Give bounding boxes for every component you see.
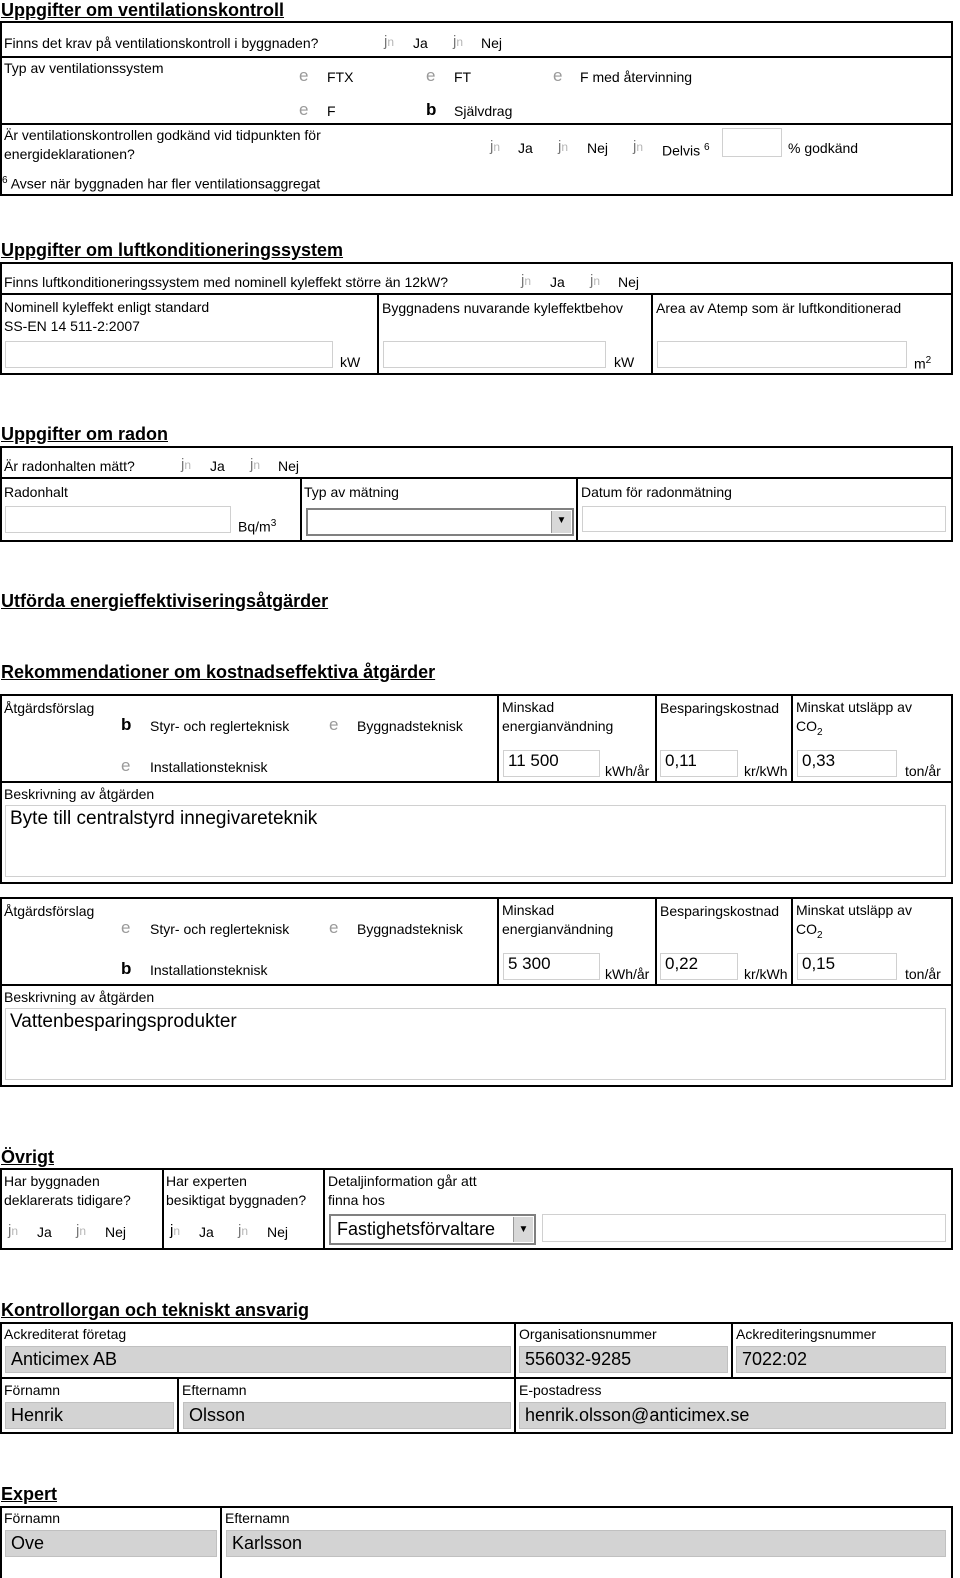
measure-1-building-label: Byggnadsteknisk — [357, 718, 463, 734]
measure-2-desc-label: Beskrivning av åtgärden — [4, 989, 155, 1005]
company-input[interactable]: Anticimex AB — [5, 1346, 511, 1373]
measure-2-building-label: Byggnadsteknisk — [357, 921, 463, 937]
vent-approved-yes-radio[interactable]: jn — [490, 138, 501, 155]
measure-1-building-checkbox[interactable]: e — [329, 715, 339, 734]
measure-2-desc-textarea[interactable]: Vattenbesparingsprodukter — [5, 1008, 946, 1080]
other-detail-select-value: Fastighetsförvaltare — [337, 1219, 496, 1239]
radon-measure-type-label: Typ av mätning — [304, 484, 399, 500]
vent-type-f-checkbox[interactable]: e — [299, 100, 309, 119]
measure-1-installation-checkbox[interactable]: e — [121, 756, 131, 775]
last-name-input[interactable]: Olsson — [183, 1402, 511, 1429]
vent-approved-question: Är ventilationskontrollen godkänd vid tidpunkten för energideklarationen? — [4, 127, 321, 162]
recommendations-title: Rekommendationer om kostnadseffektiva åtgärder — [1, 662, 436, 682]
expert-first-name-input[interactable]: Ove — [5, 1530, 217, 1557]
other-section-title: Övrigt — [1, 1147, 55, 1167]
first-name-label: Förnamn — [4, 1382, 61, 1398]
vent-req-yes-label: Ja — [413, 35, 428, 51]
divider — [377, 293, 379, 375]
vent-type-f-recovery-checkbox[interactable]: e — [553, 66, 563, 85]
divider — [514, 1322, 516, 1434]
measure-2-energy-input[interactable]: 5 300 — [503, 953, 600, 980]
other-declared-yes-label: Ja — [37, 1224, 52, 1240]
radon-level-unit: $Bq/m^3$ — [238, 518, 277, 535]
radon-yes-radio[interactable]: jn — [181, 456, 192, 473]
measure-2-building-checkbox[interactable]: e — [329, 918, 339, 937]
other-declared-before-label: Har byggnaden deklarerats tidigare? — [4, 1173, 131, 1208]
radon-yes-label: Ja — [210, 458, 225, 474]
divider — [0, 781, 953, 783]
other-inspected-yes-radio[interactable]: jn — [170, 1222, 181, 1239]
chevron-down-icon[interactable]: ▼ — [551, 511, 571, 533]
measure-1-desc-textarea[interactable]: Byte till centralstyrd innegivareteknik — [5, 805, 946, 877]
email-input[interactable]: henrik.olsson@anticimex.se — [519, 1402, 946, 1429]
radon-question: Är radonhalten mätt? — [4, 458, 135, 474]
measure-2-energy-unit: kWh/år — [605, 966, 650, 982]
control-section-title: Kontrollorgan och tekniskt ansvarig — [1, 1300, 310, 1320]
radon-date-label: Datum för radonmätning — [581, 484, 732, 500]
divider — [655, 897, 657, 984]
divider — [497, 897, 499, 984]
measure-2-label: Åtgärdsförslag — [4, 903, 95, 919]
measure-2-control-label: Styr- och reglerteknisk — [150, 921, 290, 937]
vent-type-ft-checkbox[interactable]: e — [426, 66, 436, 85]
measure-2-co2-unit: ton/år — [905, 966, 941, 982]
radon-measure-type-select[interactable] — [306, 508, 574, 536]
ac-section-title: Uppgifter om luftkonditioneringssystem — [1, 240, 344, 260]
ac-current-demand-unit: kW — [614, 354, 635, 370]
ac-nominal-label: Nominell kyleffekt enligt standard SS-EN 14 511-2:2007 — [4, 299, 210, 334]
expert-first-name-label: Förnamn — [4, 1510, 61, 1526]
measure-1-cost-unit: kr/kWh — [744, 763, 788, 779]
vent-approved-no-label: Nej — [587, 140, 609, 156]
measure-2-co2-input[interactable]: 0,15 — [797, 953, 897, 980]
measure-1-co2-unit: ton/år — [905, 763, 941, 779]
accreditation-number-label: Ackrediteringsnummer — [736, 1326, 877, 1342]
vent-type-ft-label: FT — [454, 69, 472, 85]
measure-1-energy-unit: kWh/år — [605, 763, 650, 779]
ac-area-label: Area av Atemp som är luftkonditionerad — [656, 300, 902, 316]
measure-1-installation-label: Installationsteknisk — [150, 759, 268, 775]
divider — [731, 1322, 733, 1377]
divider — [651, 293, 653, 375]
measure-1-cost-input[interactable]: 0,11 — [660, 750, 738, 777]
measure-1-desc-label: Beskrivning av åtgärden — [4, 786, 155, 802]
vent-approved-no-radio[interactable]: jn — [558, 138, 569, 155]
other-declared-yes-radio[interactable]: jn — [8, 1222, 19, 1239]
divider — [791, 897, 793, 984]
radon-level-label: Radonhalt — [4, 484, 68, 500]
other-inspected-no-label: Nej — [267, 1224, 289, 1240]
ac-no-label: Nej — [618, 274, 640, 290]
measure-1-control-label: Styr- och reglerteknisk — [150, 718, 290, 734]
divider — [300, 477, 302, 542]
chevron-down-icon[interactable]: ▼ — [513, 1217, 533, 1242]
vent-approved-partly-label: Delvis $^6$ — [662, 142, 710, 159]
divider — [497, 694, 499, 781]
radon-date-input[interactable] — [582, 506, 946, 532]
org-number-input[interactable]: 556032-9285 — [519, 1346, 728, 1373]
radon-no-radio[interactable]: jn — [250, 456, 261, 473]
radon-section-title: Uppgifter om radon — [1, 424, 168, 444]
measure-1-energy-input[interactable]: 11 500 — [503, 750, 600, 777]
other-inspected-no-radio[interactable]: jn — [238, 1222, 249, 1239]
vent-percent-label: % godkänd — [788, 140, 859, 156]
measure-1-co2-input[interactable]: 0,33 — [797, 750, 897, 777]
divider — [323, 1168, 325, 1250]
measure-1-cost-label: Besparingskostnad — [660, 700, 780, 716]
ventilation-section-title: Uppgifter om ventilationskontroll — [1, 0, 285, 20]
measure-2-cost-unit: kr/kWh — [744, 966, 788, 982]
measure-1-energy-label: Minskad energianvändning — [502, 699, 614, 734]
other-inspected-yes-label: Ja — [199, 1224, 214, 1240]
measure-2-control-checkbox[interactable]: e — [121, 918, 131, 937]
measure-1-co2-label: Minskat utsläpp av $CO_2$ — [796, 699, 912, 738]
measure-1-control-checkbox[interactable]: b — [121, 715, 132, 734]
vent-type-f-label: F — [327, 103, 336, 119]
radon-no-label: Nej — [278, 458, 300, 474]
vent-approved-partly-radio[interactable]: jn — [633, 138, 644, 155]
vent-type-ftx-checkbox[interactable]: e — [299, 66, 309, 85]
last-name-label: Efternamn — [182, 1382, 247, 1398]
vent-type-natural-checkbox[interactable]: b — [426, 100, 437, 119]
ac-area-unit: $m^2$ — [914, 355, 932, 372]
ac-current-demand-label: Byggnadens nuvarande kyleffektbehov — [382, 300, 624, 316]
divider — [576, 477, 578, 542]
vent-type-ftx-label: FTX — [327, 69, 354, 85]
divider — [0, 984, 953, 986]
radon-level-input[interactable] — [5, 506, 231, 533]
measure-2-installation-label: Installationsteknisk — [150, 962, 268, 978]
done-measures-title: Utförda energieffektiviseringsåtgärder — [1, 591, 329, 611]
vent-approved-percent-input[interactable] — [722, 128, 782, 157]
measure-2-energy-label: Minskad energianvändning — [502, 902, 614, 937]
other-declared-no-radio[interactable]: jn — [76, 1222, 87, 1239]
accreditation-number-input[interactable]: 7022:02 — [736, 1346, 946, 1373]
other-detail-text-input[interactable] — [542, 1214, 946, 1242]
vent-req-no-label: Nej — [481, 35, 503, 51]
ac-yes-radio[interactable]: jn — [521, 272, 532, 289]
expert-section-title: Expert — [1, 1484, 58, 1504]
org-number-label: Organisationsnummer — [519, 1326, 657, 1342]
vent-type-natural-label: Självdrag — [454, 103, 513, 119]
divider — [0, 1377, 953, 1379]
ac-nominal-input[interactable] — [5, 341, 333, 368]
vent-req-no-radio[interactable]: jn — [453, 33, 464, 50]
measure-2-installation-checkbox[interactable]: b — [121, 959, 132, 978]
ac-question: Finns luftkonditioneringssystem med nominell kyleffekt större än 12kW? — [4, 274, 449, 290]
ac-nominal-unit: kW — [340, 354, 361, 370]
ac-yes-label: Ja — [550, 274, 565, 290]
measure-2-cost-input[interactable]: 0,22 — [660, 953, 738, 980]
divider — [0, 123, 953, 125]
divider — [655, 694, 657, 781]
divider — [0, 477, 953, 479]
other-detail-select[interactable] — [329, 1214, 536, 1245]
vent-approved-yes-label: Ja — [518, 140, 533, 156]
ac-current-demand-input[interactable] — [383, 341, 606, 368]
measure-2-co2-label: Minskat utsläpp av $CO_2$ — [796, 902, 912, 941]
first-name-input[interactable]: Henrik — [5, 1402, 174, 1429]
divider — [220, 1506, 222, 1578]
other-detail-info-label: Detaljinformation går att finna hos — [328, 1173, 477, 1208]
divider — [0, 56, 953, 58]
vent-type-question: Typ av ventilationssystem — [4, 60, 164, 76]
vent-type-f-recovery-label: F med återvinning — [580, 69, 693, 85]
divider — [791, 694, 793, 781]
other-inspected-label: Har experten besiktigat byggnaden? — [166, 1173, 307, 1208]
expert-last-name-label: Efternamn — [225, 1510, 290, 1526]
vent-req-yes-radio[interactable]: jn — [384, 33, 395, 50]
divider — [0, 293, 953, 295]
measure-1-label: Åtgärdsförslag — [4, 700, 95, 716]
measure-2-cost-label: Besparingskostnad — [660, 903, 780, 919]
expert-last-name-input[interactable]: Karlsson — [226, 1530, 946, 1557]
ac-no-radio[interactable]: jn — [590, 272, 601, 289]
ac-area-input[interactable] — [657, 341, 907, 368]
company-label: Ackrediterat företag — [4, 1326, 127, 1342]
other-declared-no-label: Nej — [105, 1224, 127, 1240]
email-label: E-postadress — [519, 1382, 602, 1398]
divider — [162, 1168, 164, 1250]
vent-requirement-question: Finns det krav på ventilationskontroll i byggnaden? — [4, 35, 319, 51]
vent-footnote: $^6$ Avser när byggnaden har fler ventilationsaggregat — [2, 175, 321, 192]
divider — [177, 1377, 179, 1434]
